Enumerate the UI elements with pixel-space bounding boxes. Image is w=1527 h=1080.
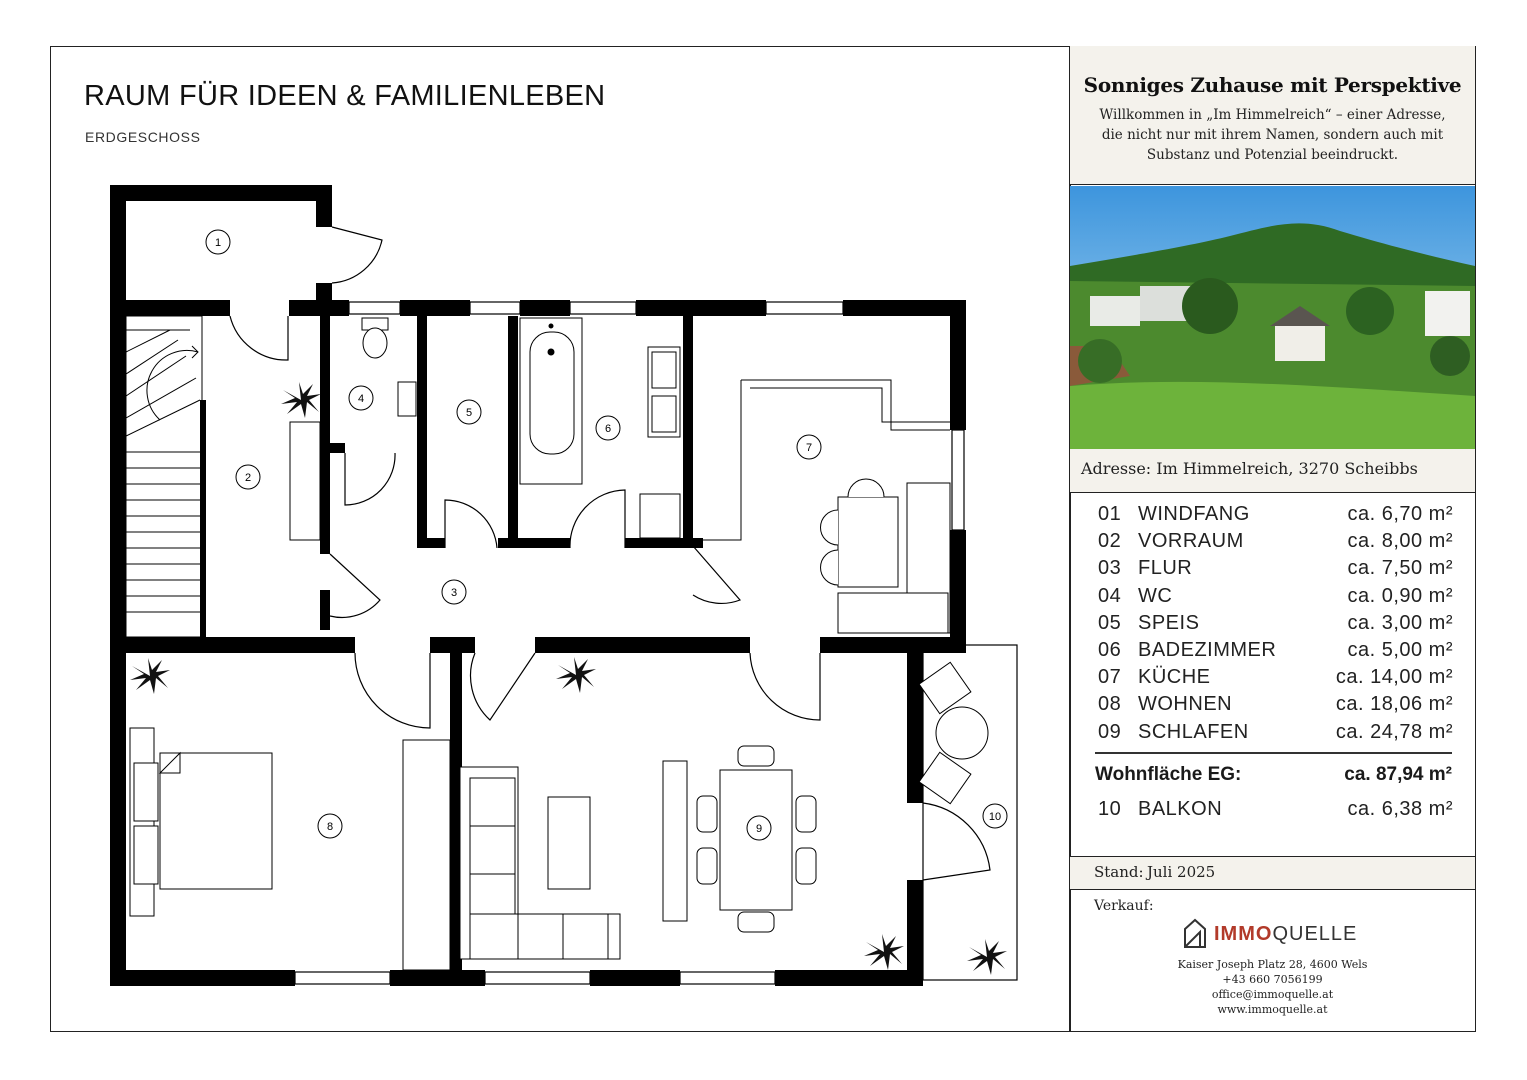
room-number: 08 <box>1098 693 1122 716</box>
contact-block <box>1070 957 1475 1017</box>
room-name: SPEIS <box>1138 611 1200 634</box>
stand-label: Stand: <box>1094 863 1144 881</box>
room-row <box>1095 612 1455 639</box>
stand-band <box>1070 856 1475 890</box>
room-row <box>1095 666 1455 693</box>
room-area: ca. 18,06 m² <box>1335 693 1453 716</box>
property-photo <box>1070 186 1475 449</box>
room-row <box>1095 530 1455 557</box>
room-marker-label: 2 <box>244 472 252 484</box>
plant-icon <box>556 657 596 693</box>
room-number: 01 <box>1098 503 1122 525</box>
room-row <box>1095 557 1455 584</box>
room-number: 10 <box>1098 798 1122 820</box>
logo-text: IMMOQUELLE <box>1214 923 1358 945</box>
room-area: ca. 24,78 m² <box>1335 720 1453 743</box>
balkon-row <box>1095 798 1455 825</box>
room-name: KÜCHE <box>1138 666 1211 689</box>
room-name: VORRAUM <box>1138 530 1244 553</box>
room-area: ca. 0,90 m² <box>1347 584 1453 607</box>
plant-icon <box>864 934 904 970</box>
total-value: ca. 87,94 m² <box>1344 764 1452 785</box>
plan-subtitle: ERDGESCHOSS <box>85 129 201 145</box>
contact-web[interactable]: www.immoquelle.at <box>1217 1003 1328 1016</box>
total-rule <box>1095 752 1452 754</box>
contact-email[interactable]: office@immoquelle.at <box>1211 988 1334 1001</box>
room-marker-label: 10 <box>988 811 1002 823</box>
room-area: ca. 6,38 m² <box>1347 798 1453 820</box>
room-area: ca. 8,00 m² <box>1347 530 1453 553</box>
room-marker-label: 8 <box>326 821 334 833</box>
room-area: ca. 6,70 m² <box>1347 503 1453 525</box>
stair-icon <box>126 316 202 637</box>
room-number: 05 <box>1098 611 1122 634</box>
plan-title: RAUM FÜR IDEEN & FAMILIENLEBEN <box>84 80 606 112</box>
room-number: 04 <box>1098 584 1122 607</box>
room-marker-label: 5 <box>465 407 473 419</box>
contact-phone[interactable]: +43 660 7056199 <box>1222 973 1323 986</box>
room-name: WOHNEN <box>1138 693 1233 716</box>
total-label: Wohnfläche EG: <box>1095 764 1242 785</box>
room-number: 07 <box>1098 666 1122 689</box>
room-number: 06 <box>1098 638 1122 661</box>
room-name: BALKON <box>1138 798 1223 820</box>
room-area: ca. 14,00 m² <box>1335 666 1453 689</box>
plant-icon <box>130 658 170 694</box>
room-marker-label: 3 <box>450 587 458 599</box>
bed-icon <box>130 728 272 916</box>
room-number: 02 <box>1098 530 1122 553</box>
sidebar-header <box>1070 46 1475 185</box>
verkauf-label: Verkauf: <box>1094 898 1154 914</box>
immoquelle-logo[interactable] <box>1180 915 1380 951</box>
room-name: WINDFANG <box>1138 503 1250 525</box>
sidebar-headline: Sonniges Zuhause mit Perspektive <box>1083 73 1462 97</box>
toilet-icon <box>362 318 388 358</box>
plant-icon <box>967 939 1007 975</box>
room-name: WC <box>1138 584 1173 607</box>
house-logo-icon <box>1182 917 1208 949</box>
room-marker-label: 9 <box>755 823 763 835</box>
room-list <box>1095 503 1455 748</box>
room-number: 03 <box>1098 557 1122 580</box>
room-area: ca. 3,00 m² <box>1347 611 1453 634</box>
address-band <box>1070 449 1475 493</box>
room-row <box>1095 639 1455 666</box>
bathtub-icon <box>520 318 582 484</box>
total-row <box>1095 764 1452 790</box>
address-text: Adresse: Im Himmelreich, 3270 Scheibbs <box>1081 459 1418 478</box>
room-area: ca. 5,00 m² <box>1347 638 1453 661</box>
room-row <box>1095 585 1455 612</box>
room-row <box>1095 693 1455 720</box>
room-number: 09 <box>1098 720 1122 743</box>
plant-icon <box>281 382 321 418</box>
room-marker-label: 1 <box>214 237 222 249</box>
room-row <box>1095 721 1455 748</box>
room-name: FLUR <box>1138 557 1193 580</box>
sofa-icon <box>460 767 620 959</box>
room-marker-label: 6 <box>604 423 612 435</box>
contact-address: Kaiser Joseph Platz 28, 4600 Wels <box>1177 958 1368 971</box>
room-name: SCHLAFEN <box>1138 720 1249 743</box>
room-row <box>1095 503 1455 530</box>
room-marker-label: 7 <box>805 442 813 454</box>
stand-value: Juli 2025 <box>1147 863 1216 881</box>
room-marker-label: 4 <box>357 393 365 405</box>
room-name: BADEZIMMER <box>1138 638 1277 661</box>
sidebar-intro: Willkommen in „Im Himmelreich“ – einer Adresse, die nicht nur mit ihrem Namen, sondern auch mit Substanz und Potenzial beeindruckt. <box>1099 107 1446 163</box>
room-area: ca. 7,50 m² <box>1347 557 1453 580</box>
